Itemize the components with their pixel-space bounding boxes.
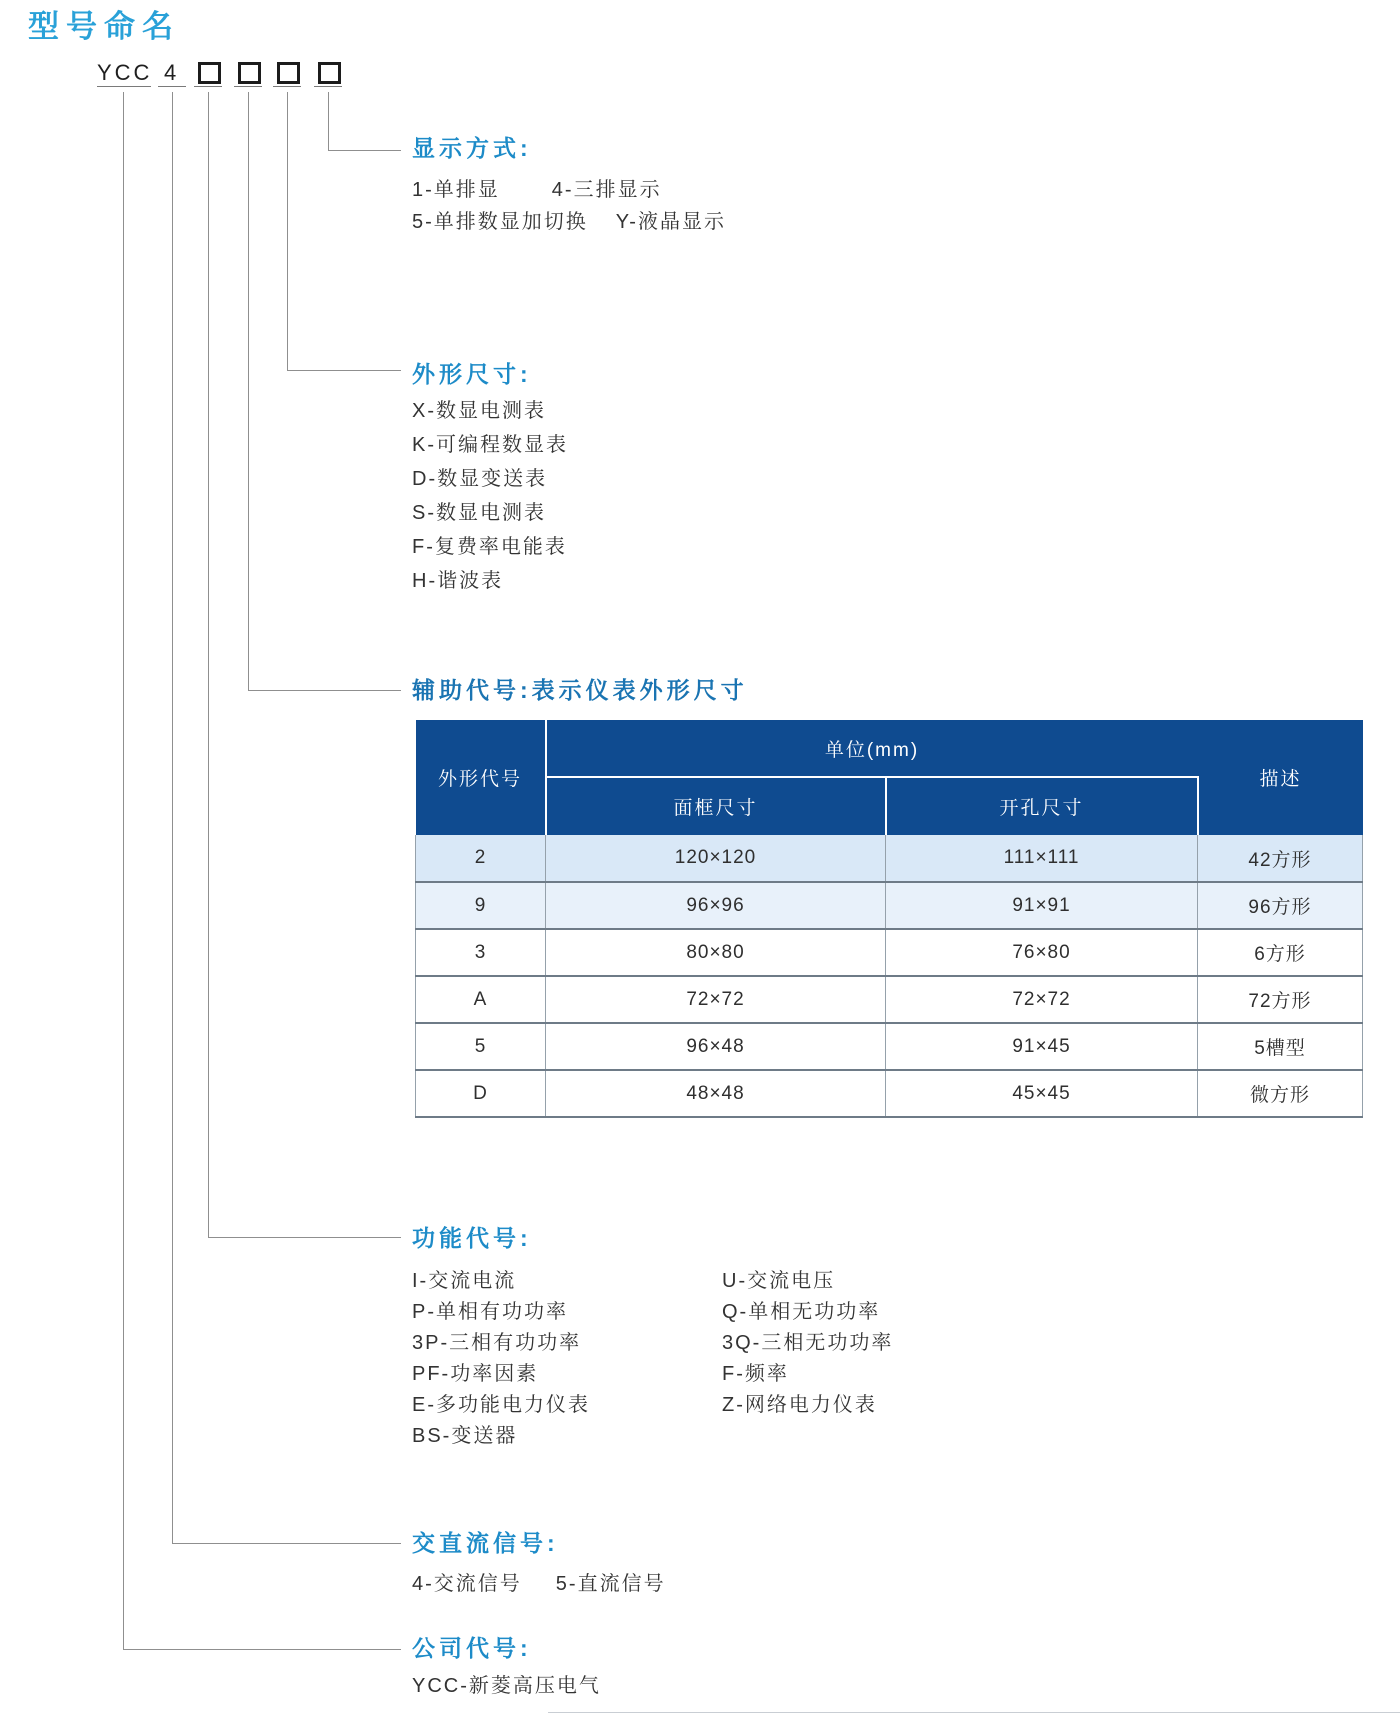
aux-dimensions-table (415, 720, 1363, 1118)
cell-shape-code: 9 (416, 882, 546, 929)
function-item: I-交流电流 (412, 1270, 517, 1292)
section-company (412, 1634, 601, 1699)
display-option-4: 4-三排显示 (551, 179, 662, 201)
cell-frame-size: 80×80 (546, 929, 886, 976)
section-aux (412, 676, 748, 704)
table-row (416, 1023, 1363, 1070)
cell-frame-size: 120×120 (546, 835, 886, 882)
cell-hole-size: 72×72 (886, 976, 1198, 1023)
shape-item: F-复费率电能表 (412, 536, 567, 558)
cell-hole-size: 91×45 (886, 1023, 1198, 1070)
section-company-heading: 公司代号: (412, 1635, 532, 1661)
code-box-display (318, 62, 341, 84)
section-shape-heading: 外形尺寸: (412, 361, 532, 387)
section-signal (412, 1529, 666, 1597)
cell-shape-code: D (416, 1070, 546, 1117)
shape-item: H-谐波表 (412, 570, 504, 592)
model-code-signal: 4 (164, 60, 177, 85)
cell-shape-code: 2 (416, 835, 546, 882)
section-function-heading: 功能代号: (412, 1225, 532, 1251)
page-title: 型号命名 (28, 9, 180, 44)
table-header-desc: 描述 (1198, 720, 1363, 835)
cell-frame-size: 96×48 (546, 1023, 886, 1070)
display-option-1: 1-单排显 (412, 179, 500, 201)
code-underline-display (314, 86, 342, 87)
signal-option-dc: 5-直流信号 (555, 1573, 666, 1595)
table-header-unit: 单位(mm) (546, 720, 1198, 777)
cell-hole-size: 111×111 (886, 835, 1198, 882)
function-item: E-多功能电力仪表 (412, 1394, 590, 1416)
cell-desc: 72方形 (1198, 976, 1363, 1023)
model-code-company: YCC (97, 60, 153, 85)
section-shape (412, 360, 568, 598)
cell-desc: 96方形 (1198, 882, 1363, 929)
function-item: 3Q-三相无功功率 (722, 1332, 894, 1354)
shape-item: X-数显电测表 (412, 400, 546, 422)
cell-hole-size: 45×45 (886, 1070, 1198, 1117)
cell-frame-size: 48×48 (546, 1070, 886, 1117)
signal-option-ac: 4-交流信号 (412, 1573, 522, 1595)
signal-options-row (412, 1571, 666, 1597)
table-header-hole-size: 开孔尺寸 (886, 777, 1198, 835)
section-signal-heading: 交直流信号: (412, 1530, 559, 1556)
company-code-row (412, 1673, 601, 1699)
code-underline-shape (273, 86, 301, 87)
cell-frame-size: 96×96 (546, 882, 886, 929)
table-header-shape-code: 外形代号 (416, 720, 546, 835)
function-item: Q-单相无功功率 (722, 1301, 881, 1323)
table-header-frame-size: 面框尺寸 (546, 777, 886, 835)
code-underline-aux (234, 86, 262, 87)
cell-desc: 6方形 (1198, 929, 1363, 976)
display-options-row-2 (412, 206, 726, 239)
cell-shape-code: 5 (416, 1023, 546, 1070)
function-item: F-频率 (722, 1363, 789, 1385)
cell-frame-size: 72×72 (546, 976, 886, 1023)
table-row (416, 882, 1363, 929)
section-display-heading: 显示方式: (412, 135, 532, 161)
shape-item: D-数显变送表 (412, 468, 548, 490)
section-function (412, 1224, 893, 1452)
function-item: PF-功率因素 (412, 1363, 539, 1385)
code-box-shape (277, 62, 300, 84)
cell-hole-size: 76×80 (886, 929, 1198, 976)
display-option-5: 5-单排数显加切换 (412, 211, 588, 233)
section-aux-heading: 辅助代号:表示仪表外形尺寸 (412, 677, 748, 703)
function-item: U-交流电压 (722, 1270, 836, 1292)
function-item: Z-网络电力仪表 (722, 1394, 877, 1416)
cell-desc: 微方形 (1198, 1070, 1363, 1117)
code-underline-company (97, 86, 151, 87)
code-box-function (198, 62, 221, 84)
table-row (416, 835, 1363, 882)
table-row (416, 976, 1363, 1023)
code-underline-function (194, 86, 222, 87)
code-underline-signal (158, 86, 186, 87)
table-row (416, 1070, 1363, 1117)
shape-item: K-可编程数显表 (412, 434, 568, 456)
table-row (416, 929, 1363, 976)
display-options-row-1 (412, 174, 726, 206)
cell-hole-size: 91×91 (886, 882, 1198, 929)
cell-shape-code: A (416, 976, 546, 1023)
section-display (412, 134, 726, 239)
company-code-item: YCC-新菱高压电气 (412, 1675, 601, 1697)
connector-company-line (123, 92, 401, 1650)
page-bottom-rule (548, 1712, 1400, 1713)
cell-desc: 5槽型 (1198, 1023, 1363, 1070)
shape-item: S-数显电测表 (412, 502, 546, 524)
function-item: BS-变送器 (412, 1425, 518, 1447)
cell-desc: 42方形 (1198, 835, 1363, 882)
function-item: P-单相有功功率 (412, 1301, 568, 1323)
function-item: 3P-三相有功功率 (412, 1332, 582, 1354)
code-box-aux (238, 62, 261, 84)
cell-shape-code: 3 (416, 929, 546, 976)
display-option-y: Y-液晶显示 (615, 211, 726, 233)
